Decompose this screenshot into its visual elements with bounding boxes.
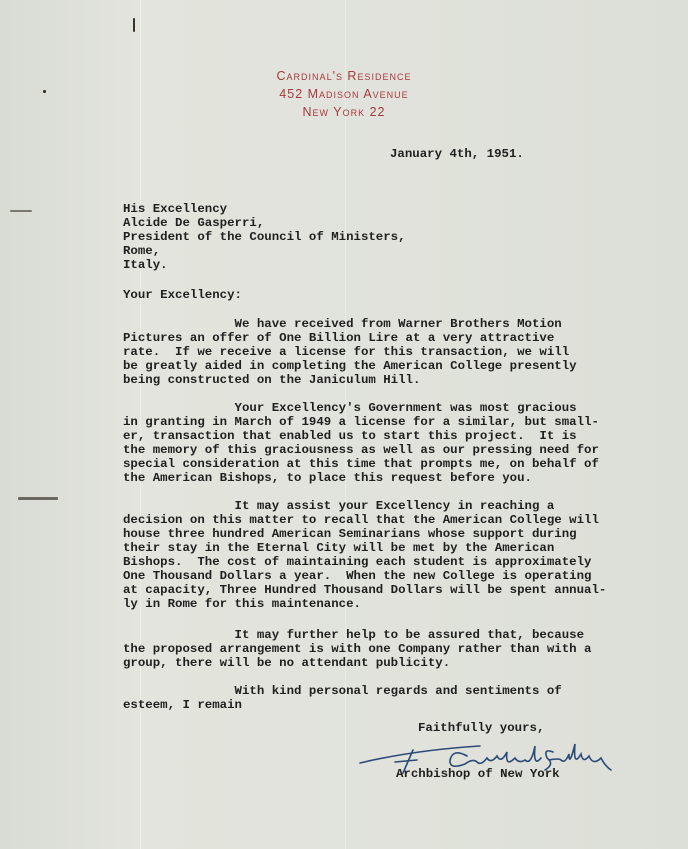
paragraph-line: be greatly aided in completing the American College presently	[123, 359, 577, 373]
paragraph-line: group, there will be no attendant publicity.	[123, 656, 451, 670]
addressee-line: Italy.	[123, 258, 168, 272]
paragraph-2	[123, 401, 599, 485]
paragraph-line: It may further help to be assured that, because	[123, 628, 585, 642]
addressee-line: Alcide De Gasperri,	[123, 216, 265, 230]
paragraph-line: er, transaction that enabled us to start this project. It is	[123, 429, 577, 443]
paragraph-line: the memory of this graciousness as well as our pressing need for	[123, 443, 599, 457]
paragraph-line: being constructed on the Janiculum Hill.	[123, 373, 421, 387]
paragraph-line: One Thousand Dollars a year. When the new College is operating	[123, 569, 592, 583]
paragraph-line: It may assist your Excellency in reaching a	[123, 499, 555, 513]
addressee-line: His Excellency	[123, 202, 228, 216]
paragraph-line: decision on this matter to recall that the American College will	[123, 513, 599, 527]
paragraph-line: We have received from Warner Brothers Motion	[123, 317, 562, 331]
paragraph-4	[123, 628, 591, 670]
letter-date: January 4th, 1951.	[390, 147, 524, 161]
paragraph-line: Pictures an offer of One Billion Lire at a very attractive	[123, 331, 555, 345]
paragraph-line: With kind personal regards and sentiments of	[123, 684, 562, 698]
paragraph-5	[123, 684, 562, 712]
addressee-block	[123, 202, 406, 272]
paragraph-line: in granting in March of 1949 a license for a similar, but small-	[123, 415, 599, 429]
paragraph-line: esteem, I remain	[123, 698, 242, 712]
closing: Faithfully yours,	[418, 721, 545, 735]
paragraph-line: special consideration at this time that prompts me, on behalf of	[123, 457, 599, 471]
letterhead-line-1: Cardinal's Residence	[276, 69, 412, 83]
letterhead-line-2: 452 Madison Avenue	[279, 87, 409, 101]
addressee-line: President of the Council of Ministers,	[123, 230, 406, 244]
staple-mark	[133, 18, 135, 32]
paragraph-line: Your Excellency's Government was most gracious	[123, 401, 577, 415]
paragraph-line: their stay in the Eternal City will be met by the American	[123, 541, 555, 555]
paragraph-3	[123, 499, 606, 611]
paragraph-line: ly in Rome for this maintenance.	[123, 597, 361, 611]
paragraph-line: at capacity, Three Hundred Thousand Dollars will be spent annual-	[123, 583, 607, 597]
addressee-line: Rome,	[123, 244, 161, 258]
margin-mark	[10, 210, 32, 212]
paragraph-line: Bishops. The cost of maintaining each student is approximately	[123, 555, 592, 569]
signatory-title: Archbishop of New York	[396, 767, 560, 781]
paragraph-line: rate. If we receive a license for this transaction, we will	[123, 345, 570, 359]
paragraph-line: the American Bishops, to place this request before you.	[123, 471, 532, 485]
paragraph-line: the proposed arrangement is with one Company rather than with a	[123, 642, 592, 656]
letterhead-line-3: New York 22	[302, 105, 386, 119]
paragraph-line: house three hundred American Seminarians whose support during	[123, 527, 577, 541]
margin-mark	[18, 497, 58, 500]
salutation: Your Excellency:	[123, 288, 242, 302]
paragraph-1	[123, 317, 577, 387]
